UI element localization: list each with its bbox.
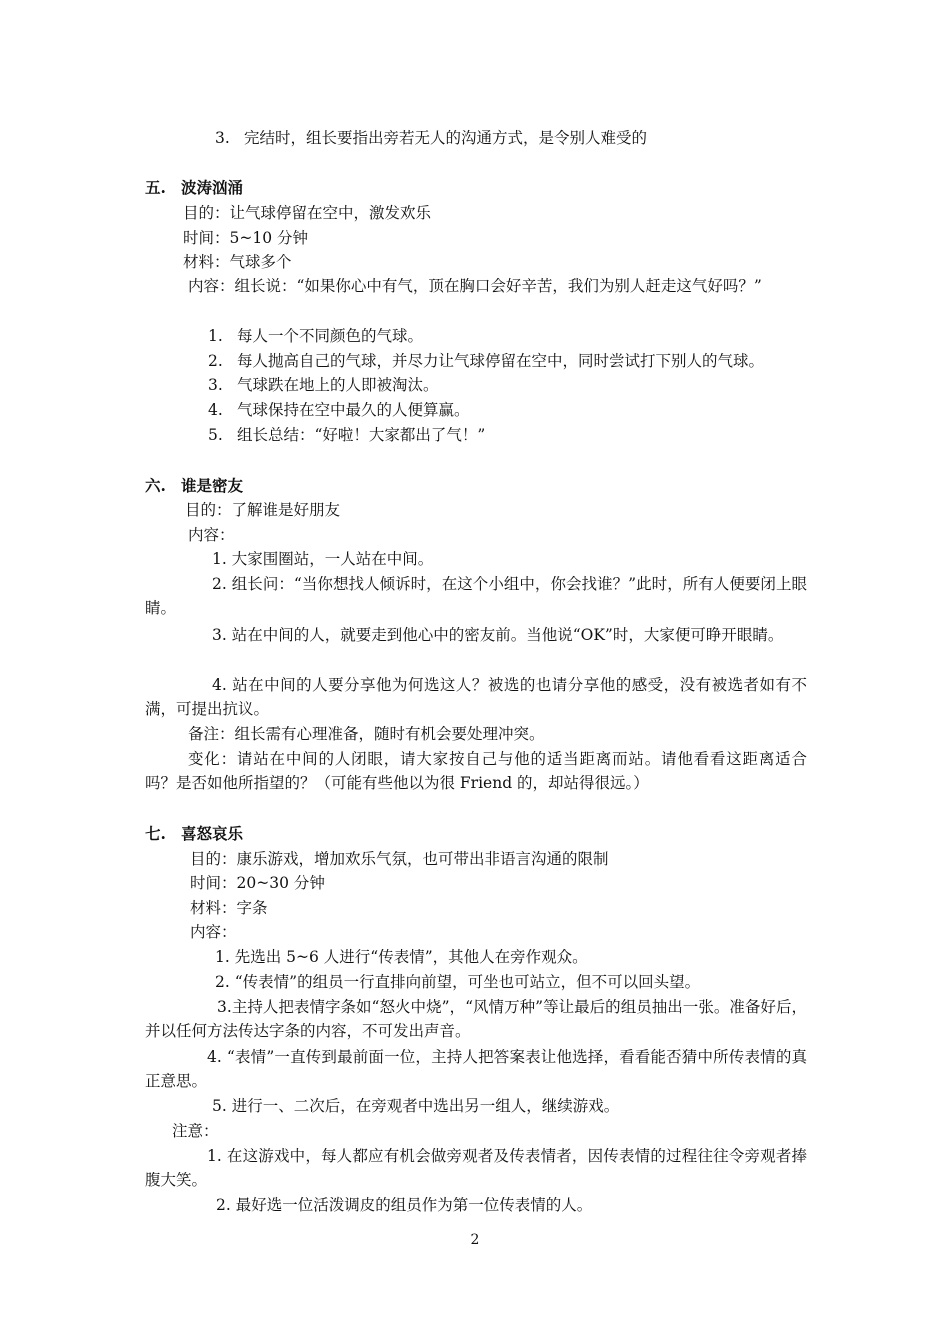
purpose-line: 目的：让气球停留在空中，激发欢乐 [183, 204, 432, 222]
page-number: 2 [470, 1232, 480, 1248]
list-item [215, 128, 647, 148]
list-item: 2. “传表情”的组员一行直排向前望，可坐也可站立，但不可以回头望。 [215, 973, 701, 991]
item-number: 5. [208, 426, 223, 444]
list-item: 3.主持人把表情字条如“怒火中烧”，“风情万种”等让最后的组员抽出一张。准备好后，并以任何方法传达字条的内容，不可发出声音。 [145, 998, 807, 1040]
item-text: 完结时，组长要指出旁若无人的沟通方式，是令别人难受的 [244, 129, 648, 147]
content-paragraph: 内容：组长说：“如果你心中有气，顶在胸口会好辛苦，我们为别人赶走这气好吗？” [188, 277, 762, 295]
time-line: 时间：5~10 分钟 [183, 229, 308, 247]
note-line: 备注：组长需有心理准备，随时有机会要处理冲突。 [188, 725, 545, 743]
list-item: 1. 大家围圈站，一人站在中间。 [212, 550, 434, 568]
time-line: 时间：20~30 分钟 [190, 874, 325, 892]
list-item: 5. 进行一、二次后，在旁观者中选出另一组人，继续游戏。 [212, 1097, 620, 1115]
item-text: 每人一个不同颜色的气球。 [237, 327, 424, 345]
item-text: 每人抛高自己的气球，并尽力让气球停留在空中，同时尝试打下别人的气球。 [237, 352, 765, 370]
list-item: 3. 站在中间的人，就要走到他心中的密友前。当他说“OK”时，大家便可睁开眼睛。 [212, 626, 784, 644]
item-number: 3. [215, 129, 230, 147]
list-item: 1. 先选出 5~6 人进行“传表情”，其他人在旁作观众。 [215, 948, 588, 966]
item-number: 1. [208, 327, 223, 345]
section-number: 七. [145, 824, 166, 843]
list-item: 2. 组长问：“当你想找人倾诉时，在这个小组中，你会找谁？”此时，所有人便要闭上眼睛。 [145, 575, 807, 617]
note-item: 2. 最好选一位活泼调皮的组员作为第一位传表情的人。 [216, 1196, 593, 1214]
section-number: 六. [145, 476, 166, 495]
section-title: 谁是密友 [181, 476, 244, 495]
section-title: 波涛汹涌 [181, 178, 244, 197]
section-title: 喜怒哀乐 [181, 824, 244, 843]
item-number: 3. [208, 376, 223, 394]
section-heading [145, 824, 243, 844]
content-label: 内容： [188, 526, 235, 544]
item-text: 气球保持在空中最久的人便算赢。 [237, 401, 470, 419]
section-heading [145, 178, 243, 198]
notes-label: 注意： [172, 1122, 219, 1140]
list-item [208, 375, 439, 395]
list-item: 4. “表情”一直传到最前面一位，主持人把答案表让他选择，看看能否猜中所传表情的真正意思。 [145, 1048, 807, 1090]
section-heading [145, 476, 243, 496]
content-label: 内容： [190, 923, 237, 941]
list-item [208, 326, 423, 346]
section-number: 五. [145, 178, 166, 197]
materials-line: 材料：字条 [190, 899, 268, 917]
item-text: 组长总结：“好啦！大家都出了气！” [237, 426, 486, 444]
list-item [208, 351, 764, 371]
list-item [208, 425, 485, 445]
list-item: 4. 站在中间的人要分享他为何选这人？被选的也请分享他的感受，没有被选者如有不满，可提出抗议。 [145, 676, 807, 718]
materials-line: 材料：气球多个 [183, 253, 292, 271]
note-item: 1. 在这游戏中，每人都应有机会做旁观者及传表情者，因传表情的过程往往令旁观者捧腹大笑。 [145, 1147, 807, 1189]
item-text: 气球跌在地上的人即被淘汰。 [237, 376, 439, 394]
variation-paragraph: 变化：请站在中间的人闭眼，请大家按自己与他的适当距离而站。请他看看这距离适合吗？是否如他所指望的？（可能有些他以为很 Friend 的，却站得很远。） [145, 750, 807, 792]
purpose-line: 目的：了解谁是好朋友 [185, 501, 341, 519]
list-item [208, 400, 470, 420]
item-number: 4. [208, 401, 223, 419]
purpose-line: 目的：康乐游戏，增加欢乐气氛，也可带出非语言沟通的限制 [190, 850, 609, 868]
item-number: 2. [208, 352, 223, 370]
